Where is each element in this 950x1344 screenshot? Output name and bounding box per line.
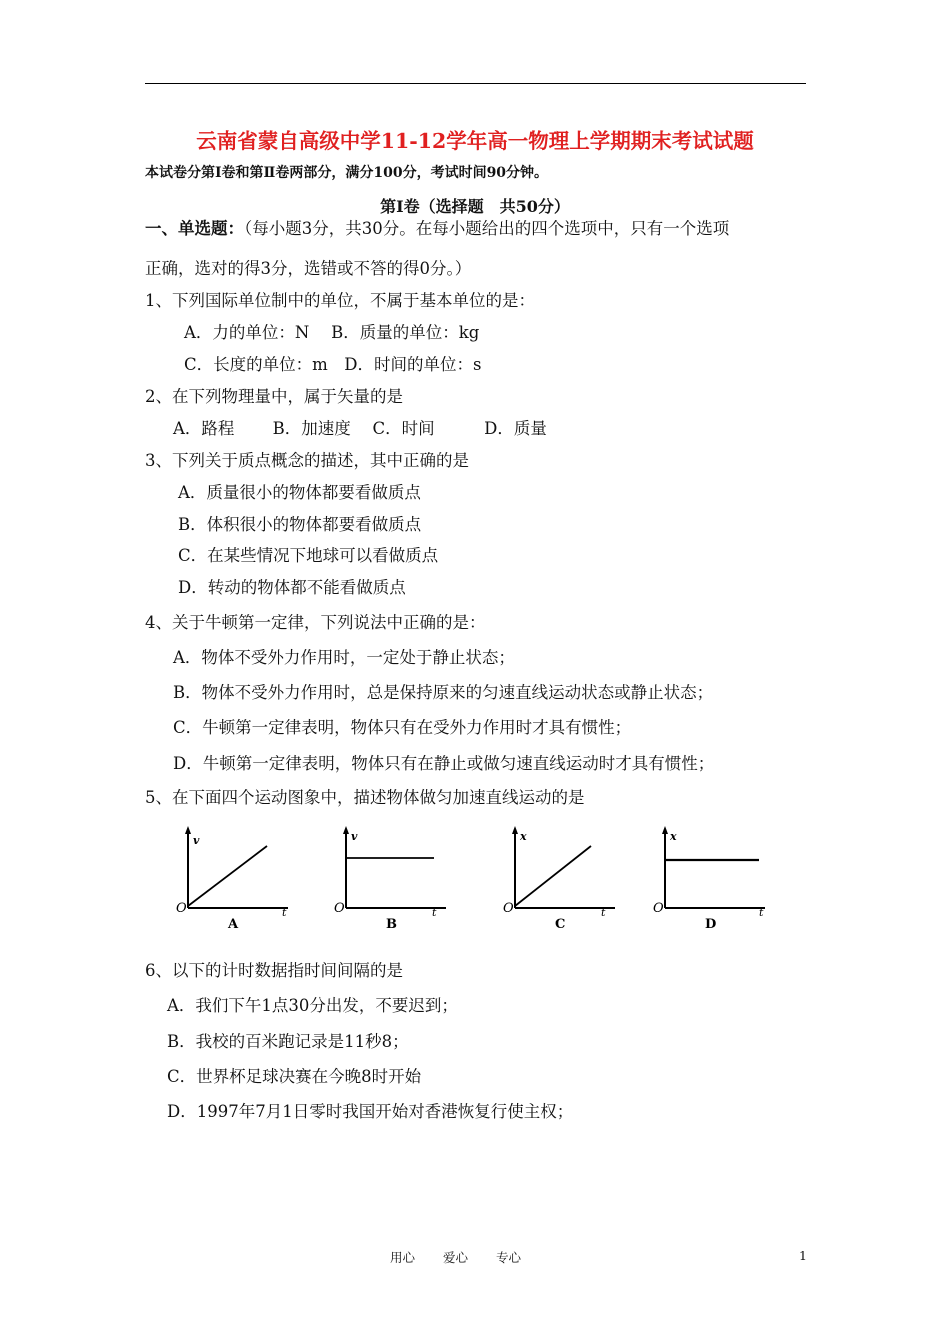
motion-graphs-figure	[170, 820, 790, 940]
question-option: D．牛顿第一定律表明，物体只有在静止或做匀速直线运动时才具有惯性；	[173, 754, 715, 773]
graph-c-x-label: t	[601, 906, 606, 919]
exam-intro: 本试卷分第Ⅰ卷和第Ⅱ卷两部分，满分100分，考试时间90分钟。	[145, 165, 549, 181]
question-option: A．质量很小的物体都要看做质点	[178, 483, 421, 502]
question-stem: 2、在下列物理量中，属于矢量的是	[145, 387, 403, 406]
question-option: A．物体不受外力作用时，一定处于静止状态；	[173, 648, 515, 667]
graph-d	[653, 826, 765, 932]
question-stem: 3、下列关于质点概念的描述，其中正确的是	[145, 451, 469, 470]
section-instructions-cont: 正确，选对的得3分，选错或不答的得0分。）	[145, 259, 472, 278]
question-option: C．在某些情况下地球可以看做质点	[178, 546, 439, 565]
question-option: B．物体不受外力作用时，总是保持原来的匀速直线运动状态或静止状态；	[173, 683, 714, 702]
question-option: D．1997年7月1日零时我国开始对香港恢复行使主权；	[167, 1102, 574, 1121]
document-title: 云南省蒙自高级中学11-12学年高一物理上学期期末考试试题	[196, 129, 754, 153]
question-option: B．体积很小的物体都要看做质点	[178, 515, 422, 534]
graph-c	[503, 826, 615, 932]
graph-c-caption: C	[555, 917, 566, 932]
graph-b-caption: B	[386, 917, 397, 932]
graph-a-origin: O	[176, 901, 187, 916]
question-option: A．我们下午1点30分出发，不要迟到；	[167, 996, 458, 1015]
graph-a-y-label: v	[193, 834, 200, 847]
footer-word: 用心	[390, 1250, 416, 1265]
footer-word: 专心	[496, 1250, 522, 1265]
question-option: C．牛顿第一定律表明，物体只有在受外力作用时才具有惯性；	[173, 718, 632, 737]
graph-a-caption: A	[228, 917, 239, 932]
page-number: 1	[799, 1248, 807, 1263]
graph-d-caption: D	[705, 917, 717, 932]
section-heading	[145, 218, 729, 240]
section-instructions: （每小题3分，共30分。在每小题给出的四个选项中，只有一个选项	[244, 219, 730, 238]
header-rule	[145, 83, 806, 84]
footer-word: 爱心	[443, 1250, 469, 1265]
graph-c-y-label: x	[520, 830, 527, 843]
question-stem: 1、下列国际单位制中的单位，不属于基本单位的是：	[145, 291, 535, 310]
question-stem: 5、在下面四个运动图象中，描述物体做匀加速直线运动的是	[145, 788, 585, 807]
question-option: C．世界杯足球决赛在今晚8时开始	[167, 1067, 422, 1086]
graph-a-x-label: t	[282, 906, 287, 919]
section-label: 一、单选题：	[145, 219, 244, 238]
question-option: B．我校的百米跑记录是11秒8；	[167, 1032, 409, 1051]
question-stem: 6、以下的计时数据指时间间隔的是	[145, 961, 403, 980]
graph-a	[176, 826, 288, 932]
graph-d-x-label: t	[759, 906, 764, 919]
page-footer	[390, 1248, 549, 1266]
graph-c-origin: O	[503, 901, 514, 916]
graph-d-y-label: x	[670, 830, 677, 843]
question-option-row: C．长度的单位：m D．时间的单位：s	[184, 355, 482, 374]
part-title: 第Ⅰ卷（选择题 共50分）	[380, 197, 570, 216]
question-option: D．转动的物体都不能看做质点	[178, 578, 406, 597]
question-option-row: A．力的单位：N B．质量的单位：kg	[184, 323, 480, 342]
graph-d-origin: O	[653, 901, 664, 916]
question-option-row: A．路程 B．加速度 C．时间 D．质量	[173, 419, 547, 438]
graph-b-x-label: t	[432, 906, 437, 919]
graph-b	[334, 826, 446, 932]
graph-b-y-label: v	[351, 830, 358, 843]
graph-b-origin: O	[334, 901, 345, 916]
question-stem: 4、关于牛顿第一定律，下列说法中正确的是：	[145, 613, 486, 632]
